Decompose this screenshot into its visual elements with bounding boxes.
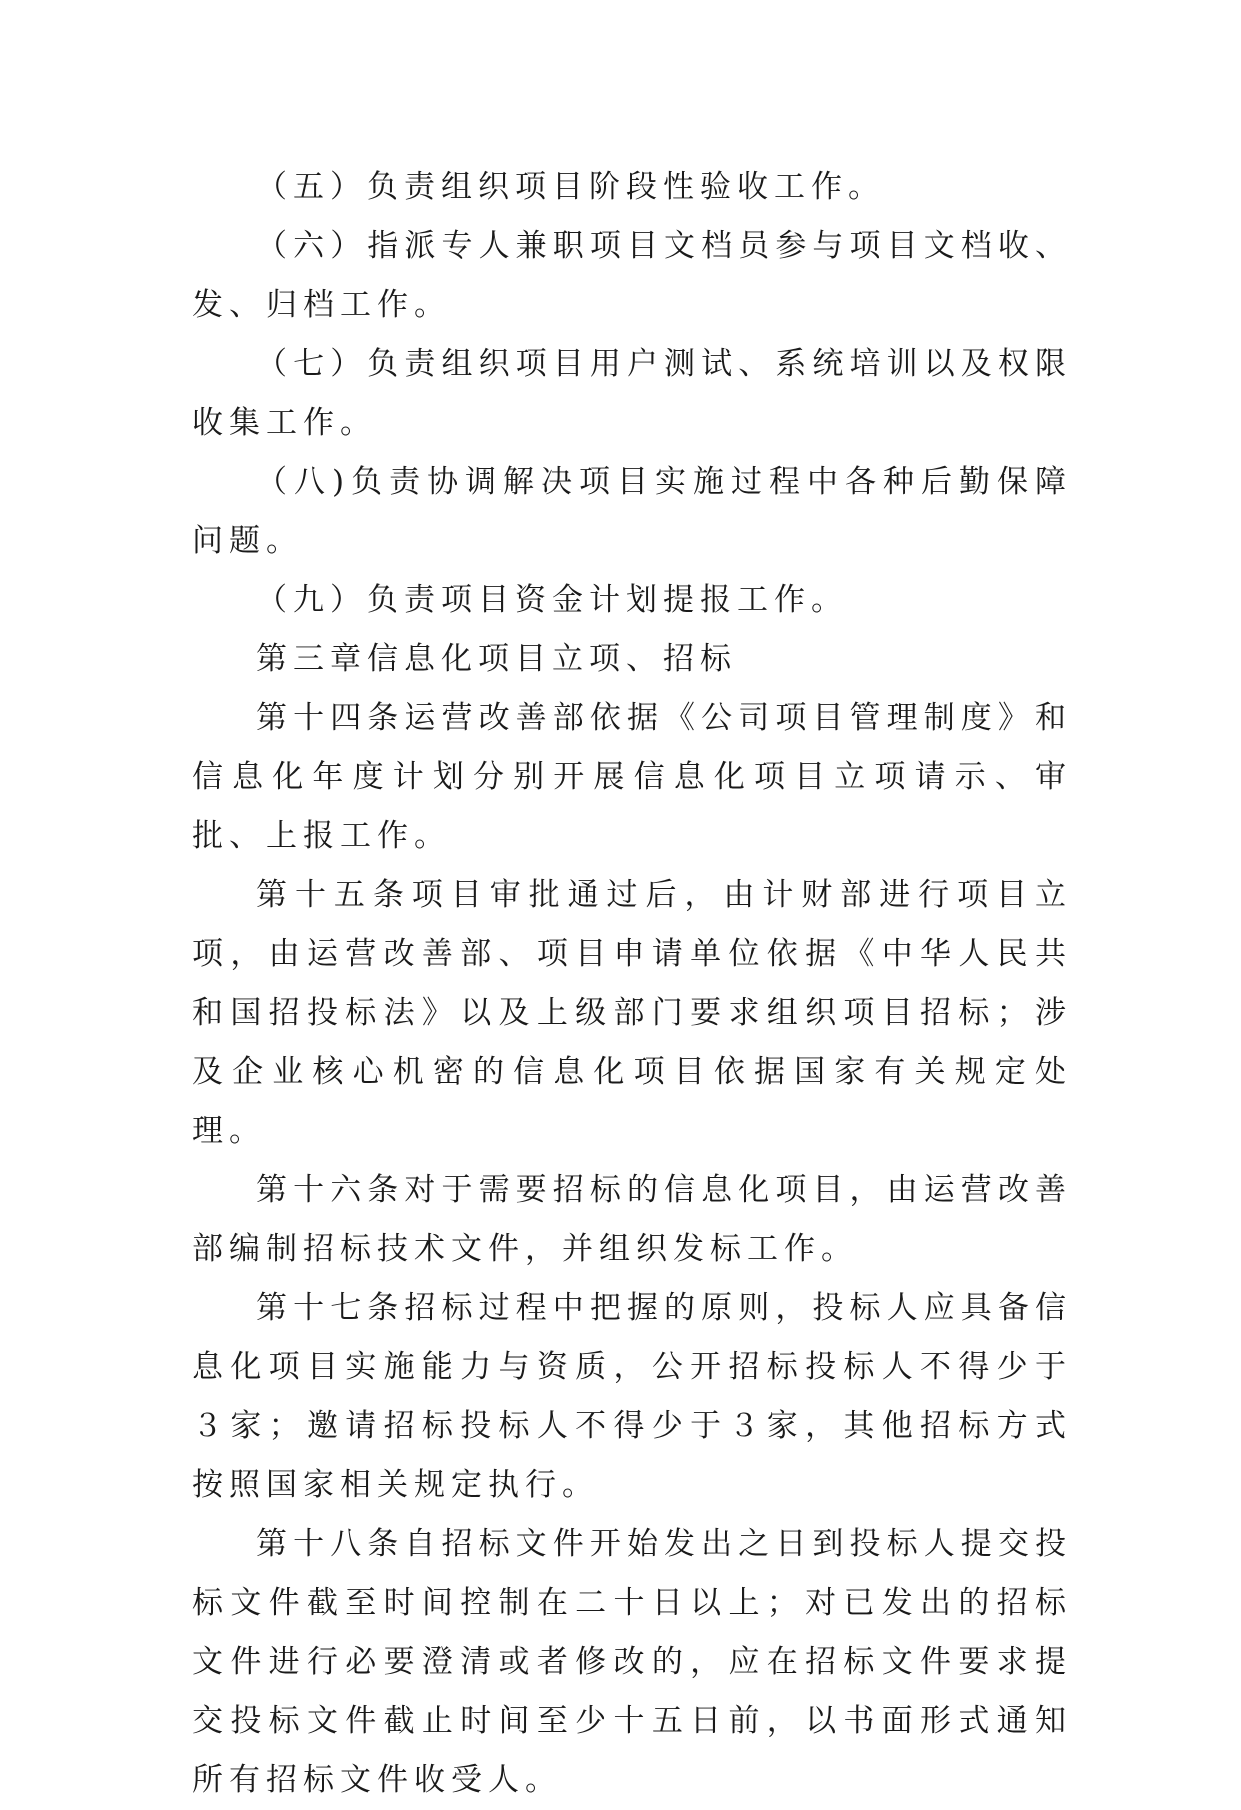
chapter-3-heading: 第三章信息化项目立项、招标 <box>256 641 737 677</box>
clause-7: （七）负责组织项目用户测试、系统培训以及权限收集工作。 <box>192 346 1072 441</box>
clause-6: （六）指派专人兼职项目文档员参与项目文档收、发、归档工作。 <box>192 228 1072 323</box>
clause-8: （八)负责协调解决项目实施过程中各种后勤保障问题。 <box>192 464 1072 559</box>
article-16: 第十六条对于需要招标的信息化项目，由运营改善部编制招标技术文件，并组织发标工作。 <box>192 1172 1072 1267</box>
article-14: 第十四条运营改善部依据《公司项目管理制度》和信息化年度计划分别开展信息化项目立项请示、审批、上报工作。 <box>192 700 1072 854</box>
article-15: 第十五条项目审批通过后，由计财部进行项目立项，由运营改善部、项目申请单位依据《中华人民共和国招投标法》以及上级部门要求组织项目招标；涉及企业核心机密的信息化项目依据国家有关规定处理。 <box>192 877 1072 1149</box>
clause-5: （五）负责组织项目阶段性验收工作。 <box>256 169 885 205</box>
article-18: 第十八条自招标文件开始发出之日到投标人提交投标文件截至时间控制在二十日以上；对已发出的招标文件进行必要澄清或者修改的，应在招标文件要求提交投标文件截止时间至少十五日前，以书面形式通知所有招标文件收受人。 <box>192 1526 1072 1798</box>
document-body <box>192 158 1072 1810</box>
article-17: 第十七条招标过程中把握的原则，投标人应具备信息化项目实施能力与资质，公开招标投标人不得少于３家；邀请招标投标人不得少于３家，其他招标方式按照国家相关规定执行。 <box>192 1290 1072 1503</box>
clause-9: （九）负责项目资金计划提报工作。 <box>256 582 848 618</box>
